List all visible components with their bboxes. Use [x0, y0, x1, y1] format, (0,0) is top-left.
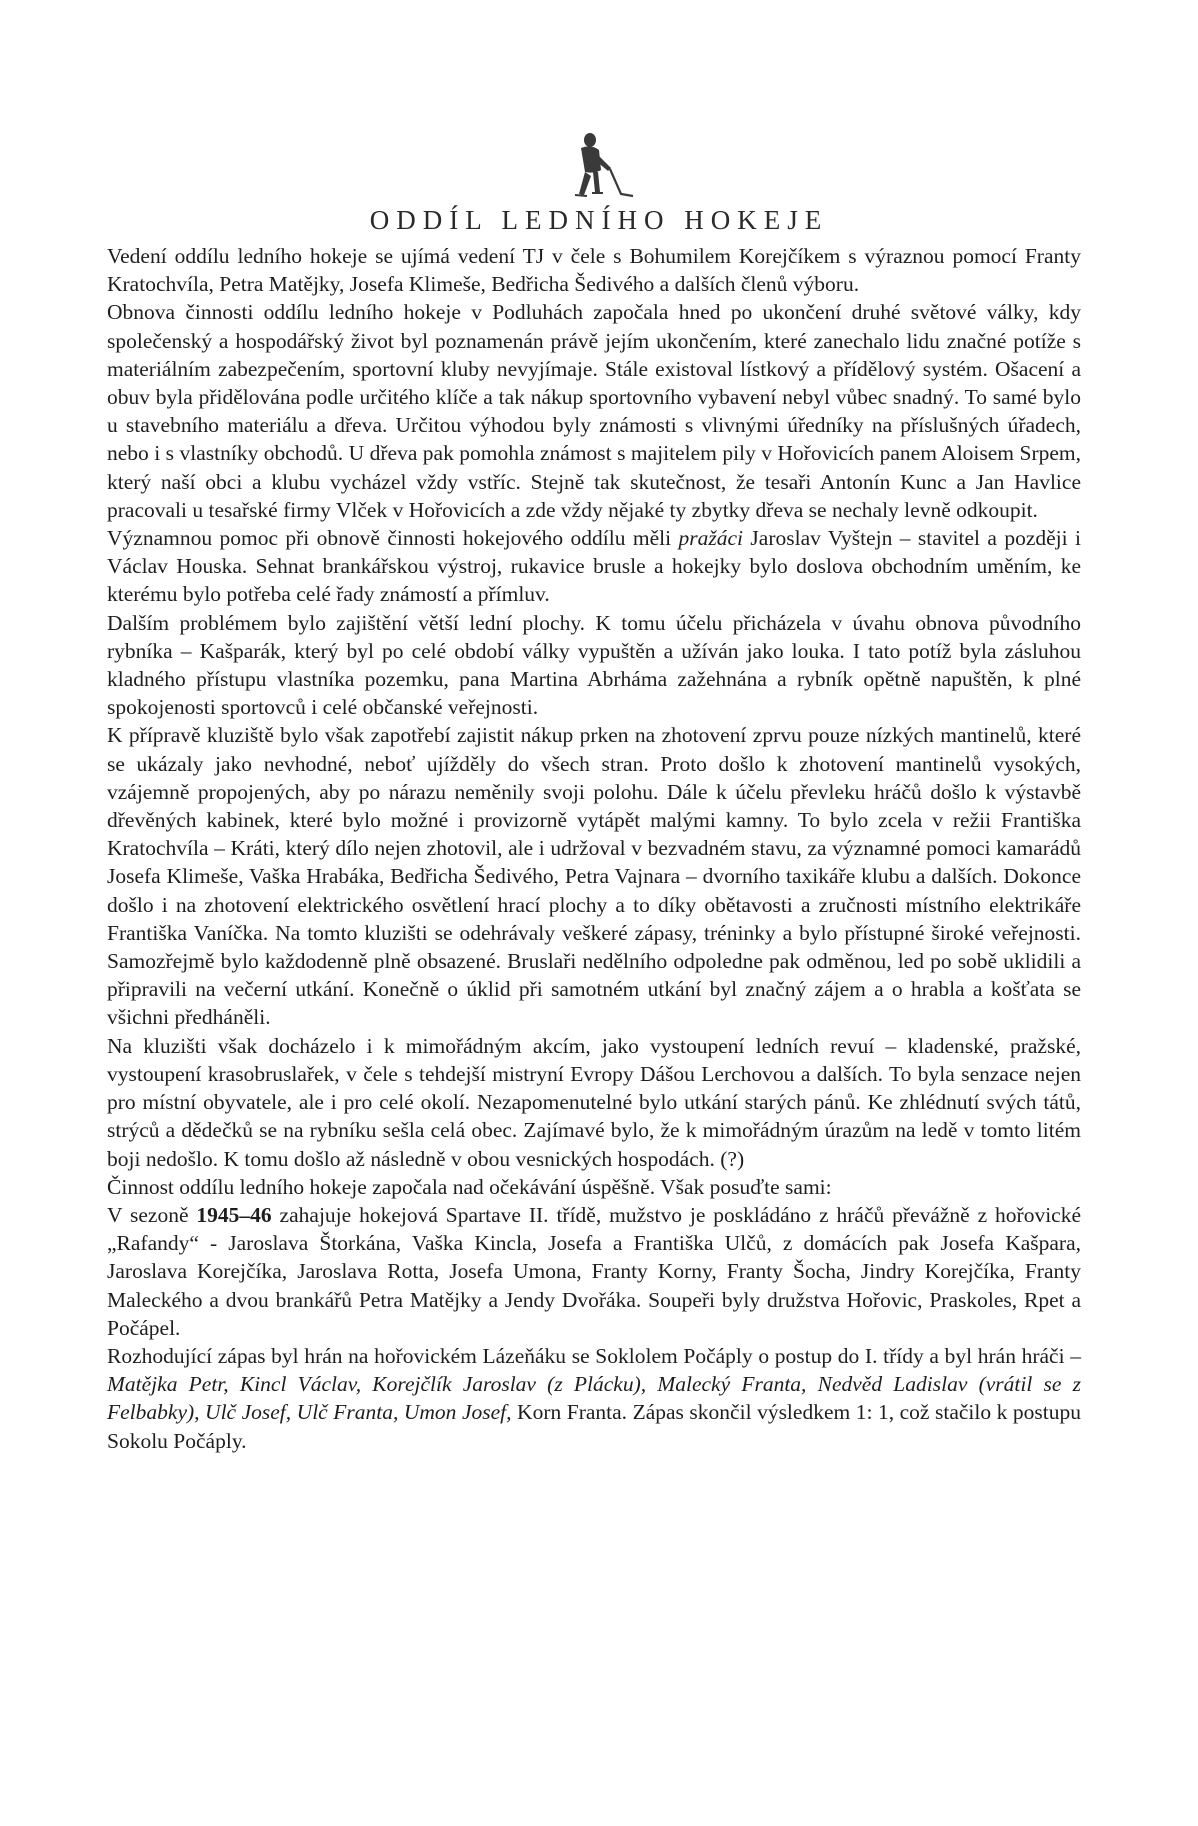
paragraph-text: Činnost oddílu ledního hokeje započala nad očekávání úspěšně. Však posuďte sami:	[107, 1174, 832, 1199]
paragraph-text: Obnova činnosti oddílu ledního hokeje v Podluhách započala hned po ukončení druhé světové války, kdy společenský a hospodářský život byl poznamenán právě jejím ukončením, které zanechalo lidu značné potíže s materiálním zabezpečením, sportovní kluby nevyjímaje. Stále existoval lístkový a přídělový systém. Ošacení a obuv byla přidělována podle určitého klíče a tak nákup sportovního vybavení nebyl vůbec snadný. To samé bylo u stavebního materiálu a dřeva. Určitou výhodou byly známosti s vlivnými úředníky na příslušných úřadech, nebo i s vlastníky obchodů. U dřeva pak pomohla známost s majitelem pily v Hořovicích panem Aloisem Srpem, který naší obci a klubu vycházel vždy vstříc. Stejně tak skutečnost, že tesaři Antonín Kunc a Jan Havlice pracovali u tesařské firmy Vlček v Hořovicích a zde vždy nějaké ty zbytky dřeva se nechaly levně odkoupit.	[107, 300, 1081, 522]
hockey-player-icon	[555, 130, 635, 208]
paragraph	[107, 1342, 1081, 1455]
paragraph	[107, 242, 1081, 298]
italic-text: Matějka Petr, Kincl Václav, Korejčlík Jaroslav (z Plácku), Malecký Franta, Nedvěd Ladislav (vrátil se z Felbabky), Ulč Josef, Ulč Franta, Umon Josef,	[107, 1372, 1081, 1425]
bold-text: 1945–46	[196, 1202, 272, 1227]
paragraph-text: Vedení oddílu ledního hokeje se ujímá vedení TJ v čele s Bohumilem Korejčíkem s výraznou pomocí Franty Kratochvíla, Petra Matějky, Josefa Klimeše, Bedřicha Šedivého a dalších členů výboru.	[107, 244, 1081, 297]
paragraph-text: Rozhodující zápas byl hrán na hořovickém Lázeňáku se Soklolem Počáply o postup do I. třídy a byl hrán hráči –	[107, 1343, 1081, 1368]
paragraph	[107, 524, 1081, 609]
paragraph	[107, 298, 1081, 524]
paragraph	[107, 1201, 1081, 1342]
paragraph-text: Významnou pomoc při obnově činnosti hokejového oddílu měli	[107, 526, 679, 551]
italic-text: pražáci	[678, 526, 744, 551]
paragraph	[107, 1173, 1081, 1201]
paragraph-text: Dalším problémem bylo zajištění větší lední plochy. K tomu účelu přicházela v úvahu obnova původního rybníka – Kašparák, který byl po celé období války vypuštěn a užíván jako louka. I tato potíž byla zásluhou kladného přístupu vlastníka pozemku, pana Martina Abrháma zažehnána a rybník opětně napuštěn, k plné spokojenosti sportovců i celé občanské veřejnosti.	[107, 610, 1081, 720]
paragraph-text: Na kluzišti však docházelo i k mimořádným akcím, jako vystoupení ledních revuí – kladenské, pražské, vystoupení krasobruslařek, v čele s tehdejší mistryní Evropy Dášou Lerchovou a dalších. To byla senzace nejen pro místní obyvatele, ale i pro celé okolí. Nezapomenutelné bylo utkání starých pánů. Ke zhlédnutí svých tátů, strýců a dědečků se na rybníku sešla celá obec. Zajímavé bylo, že k mimořádným úrazům na ledě v tomto litém boji nedošlo. K tomu došlo až následně v obou vesnických hospodách. (?)	[107, 1033, 1081, 1171]
paragraph-text: zahajuje hokejová Spartave II. třídě, mužstvo je poskládáno z hráčů převážně z hořovické „Rafandy“ - Jaroslava Štorkána, Vaška Kincla, Josefa a Františka Ulčů, z domácích pak Josefa Kašpara, Jaroslava Korejčíka, Jaroslava Rotta, Josefa Umona, Franty Korny, Franty Šocha, Jindry Korejčíka, Franty Maleckého a dvou brankářů Petra Matějky a Jendy Dvořáka. Soupeři byly družstva Hořovic, Praskoles, Rpet a Počápel.	[107, 1202, 1082, 1340]
paragraph	[107, 609, 1081, 722]
page-title: ODDÍL LEDNÍHO HOKEJE	[369, 205, 829, 235]
paragraph-text: K přípravě kluziště bylo však zapotřebí zajistit nákup prken na zhotovení zprvu pouze nízkých mantinelů, které se ukázaly jako nevhodné, neboť ujížděly do všech stran. Proto došlo k zhotovení mantinelů vysokých, vzájemně propojených, aby po nárazu neměnily svoji polohu. Dále k účelu převleku hráčů došlo k výstavbě dřevěných kabinek, které bylo možné i provizorně vytápět malými kamny. To bylo zcela v režii Františka Kratochvíla – Kráti, který dílo nejen zhotovil, ale i udržoval v bezvadném stavu, za významné pomoci kamarádů Josefa Klimeše, Vaška Hrabáka, Bedřicha Šedivého, Petra Vajnara – dvorního taxikáře klubu a dalších. Dokonce došlo i na zhotovení elektrického osvětlení hrací plochy a to díky obětavosti a zručnosti místního elektrikáře Františka Vaníčka. Na tomto kluzišti se odehrávaly veškeré zápasy, tréninky a bylo přístupné široké veřejnosti. Samozřejmě bylo každodenně plně obsazené. Bruslaři nedělního odpoledne pak odměnou, led po sobě uklidili a připravili na večerní utkání. Konečně o úklid při samotném utkání byl značný zájem a o hrabla a košťata se všichni předháněli.	[107, 723, 1081, 1030]
paragraph-text: V sezoně	[107, 1202, 197, 1227]
paragraph	[107, 721, 1081, 1031]
paragraph	[107, 1032, 1081, 1173]
article-body	[107, 242, 1081, 1455]
paragraph-text: Korn Franta. Zápas skončil výsledkem 1: 1, což stačilo k postupu Sokolu Počáply.	[107, 1400, 1082, 1453]
paragraph-text: Jaroslav Vyštejn – stavitel a později i Václav Houska. Sehnat brankářskou výstroj, rukavice brusle a hokejky bylo doslova obchodním uměním, ke kterému bylo potřeba celé řady známostí a přímluv.	[107, 526, 1082, 607]
